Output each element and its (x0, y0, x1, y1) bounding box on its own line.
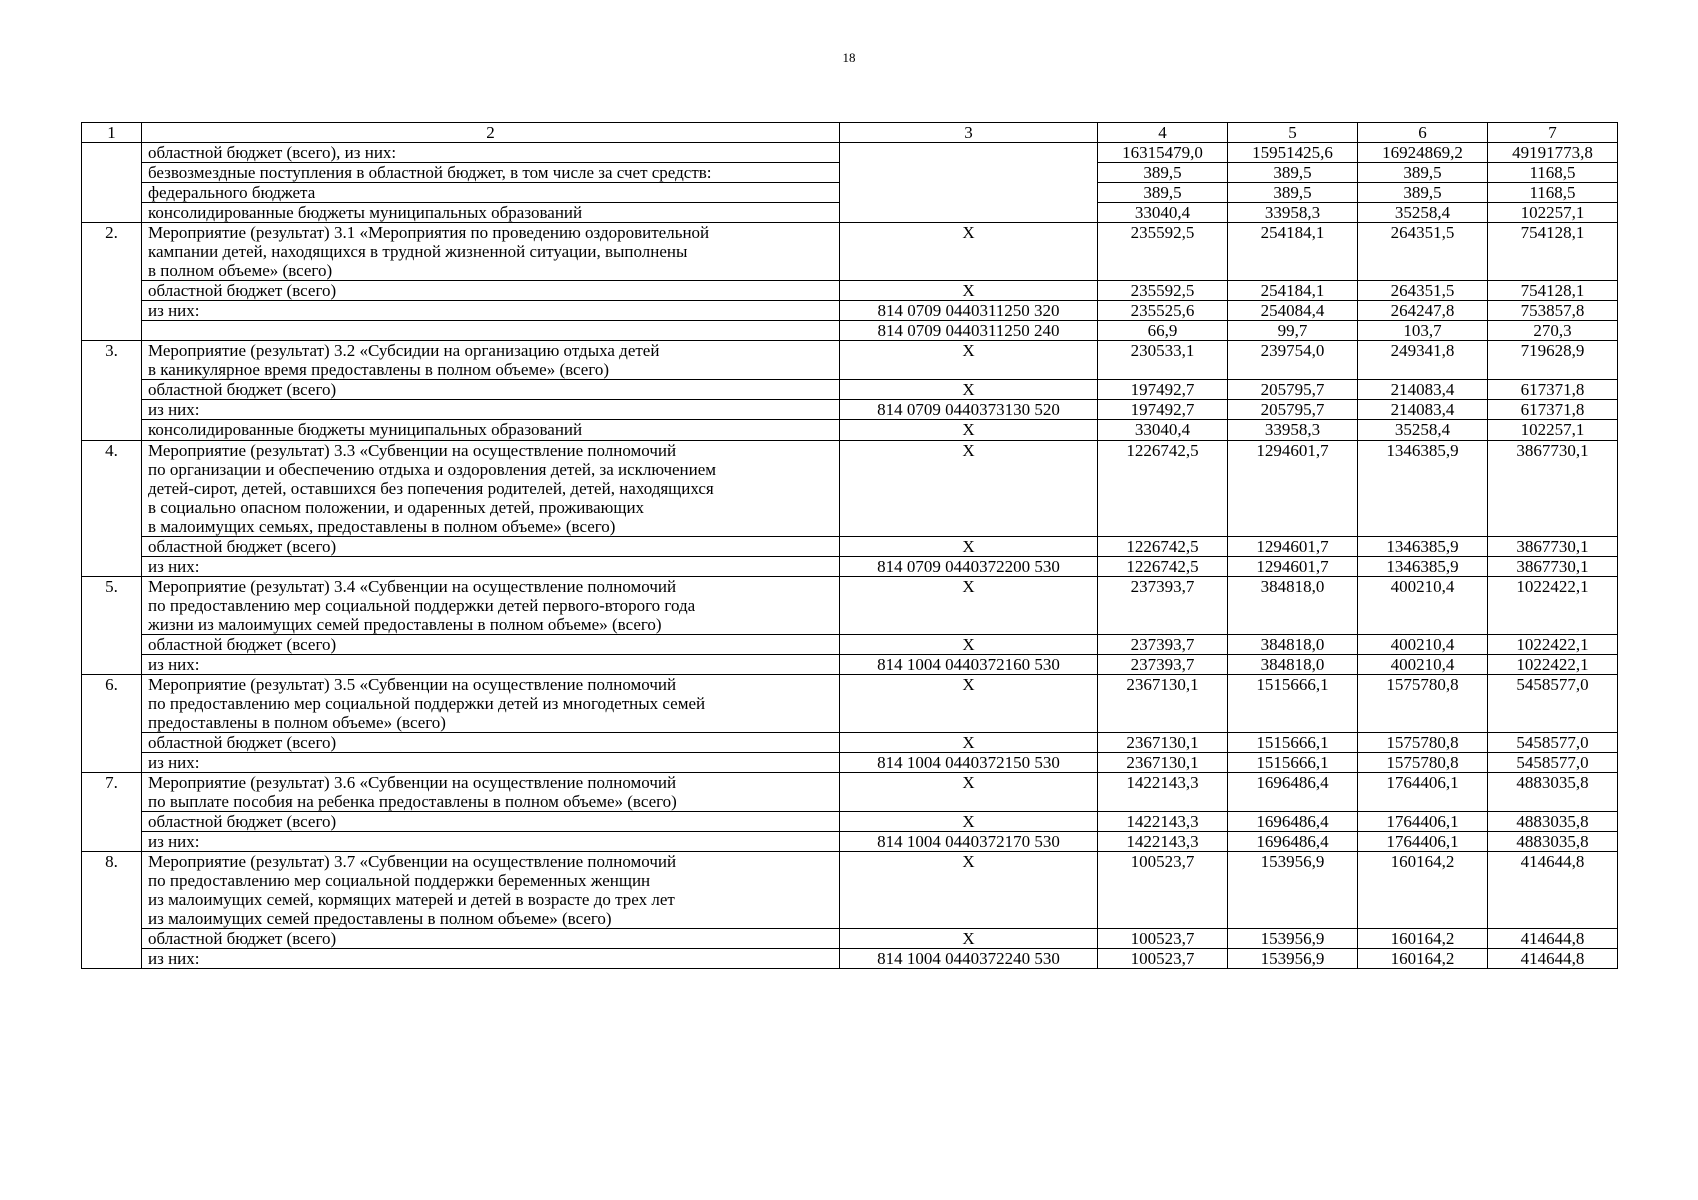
code-cell: 814 1004 0440372160 530 (840, 654, 1098, 674)
value-cell: 753857,8 (1488, 301, 1618, 321)
table-row (82, 281, 1618, 301)
value-cell: 264351,5 (1358, 223, 1488, 281)
row-label: консолидированные бюджеты муниципальных образований (142, 420, 840, 440)
value-cell: 719628,9 (1488, 341, 1618, 380)
table-row (82, 753, 1618, 773)
value-cell: 1294601,7 (1228, 440, 1358, 536)
value-cell: 1294601,7 (1228, 556, 1358, 576)
table-row (82, 301, 1618, 321)
row-number-cell: 2. (82, 223, 142, 341)
column-header: 7 (1488, 123, 1618, 143)
value-cell: 1226742,5 (1098, 556, 1228, 576)
value-cell: 389,5 (1098, 183, 1228, 203)
value-cell: 49191773,8 (1488, 143, 1618, 163)
budget-table (81, 122, 1618, 969)
value-cell: 1515666,1 (1228, 674, 1358, 732)
value-cell: 400210,4 (1358, 654, 1488, 674)
value-cell: 3867730,1 (1488, 556, 1618, 576)
measure-title: Мероприятие (результат) 3.6 «Субвенции на осуществление полномочий по выплате пособия на ребенка предоставлены в полном объеме» (всего) (142, 773, 840, 812)
measure-title: Мероприятие (результат) 3.2 «Субсидии на организацию отдыха детей в каникулярное время предоставлены в полном объеме» (всего) (142, 341, 840, 380)
value-cell: 5458577,0 (1488, 674, 1618, 732)
value-cell: 414644,8 (1488, 929, 1618, 949)
row-number-cell: 5. (82, 576, 142, 674)
value-cell: 153956,9 (1228, 852, 1358, 929)
table-row (82, 832, 1618, 852)
table-row (82, 949, 1618, 969)
row-label: из них: (142, 832, 840, 852)
column-header: 3 (840, 123, 1098, 143)
value-cell: 1764406,1 (1358, 773, 1488, 812)
code-cell: X (840, 634, 1098, 654)
value-cell: 1422143,3 (1098, 773, 1228, 812)
value-cell: 2367130,1 (1098, 753, 1228, 773)
value-cell: 33040,4 (1098, 203, 1228, 223)
value-cell: 153956,9 (1228, 929, 1358, 949)
value-cell: 33040,4 (1098, 420, 1228, 440)
column-header: 1 (82, 123, 142, 143)
value-cell: 5458577,0 (1488, 753, 1618, 773)
row-label: из них: (142, 301, 840, 321)
measure-title: Мероприятие (результат) 3.7 «Субвенции на осуществление полномочий по предоставлению мер социальной поддержки беременных женщин из малоимущих семей, кормящих матерей и детей в возрасте до трех лет из малоимущих семей предоставлены в полном объеме» (всего) (142, 852, 840, 929)
code-cell: 814 1004 0440372240 530 (840, 949, 1098, 969)
value-cell: 1575780,8 (1358, 753, 1488, 773)
value-cell: 389,5 (1228, 163, 1358, 183)
value-cell: 214083,4 (1358, 400, 1488, 420)
header-row (82, 123, 1618, 143)
code-cell: X (840, 812, 1098, 832)
table-row (82, 321, 1618, 341)
table-row (82, 929, 1618, 949)
value-cell: 1764406,1 (1358, 812, 1488, 832)
value-cell: 102257,1 (1488, 420, 1618, 440)
value-cell: 254084,4 (1228, 301, 1358, 321)
value-cell: 400210,4 (1358, 576, 1488, 634)
value-cell: 15951425,6 (1228, 143, 1358, 163)
row-label: федерального бюджета (142, 183, 840, 203)
value-cell: 1022422,1 (1488, 576, 1618, 634)
value-cell: 235525,6 (1098, 301, 1228, 321)
value-cell: 617371,8 (1488, 400, 1618, 420)
row-label: из них: (142, 556, 840, 576)
measure-title: Мероприятие (результат) 3.5 «Субвенции на осуществление полномочий по предоставлению мер социальной поддержки детей из многодетных семей предоставлены в полном объеме» (всего) (142, 674, 840, 732)
code-cell: X (840, 852, 1098, 929)
value-cell: 270,3 (1488, 321, 1618, 341)
value-cell: 197492,7 (1098, 380, 1228, 400)
table-row (82, 556, 1618, 576)
value-cell: 230533,1 (1098, 341, 1228, 380)
value-cell: 254184,1 (1228, 281, 1358, 301)
measure-row (82, 773, 1618, 812)
value-cell: 100523,7 (1098, 949, 1228, 969)
value-cell: 5458577,0 (1488, 732, 1618, 752)
value-cell: 1226742,5 (1098, 536, 1228, 556)
measure-row (82, 223, 1618, 281)
row-label: областной бюджет (всего), из них: (142, 143, 840, 163)
value-cell: 2367130,1 (1098, 674, 1228, 732)
code-cell: 814 1004 0440372150 530 (840, 753, 1098, 773)
value-cell: 160164,2 (1358, 949, 1488, 969)
code-cell: X (840, 732, 1098, 752)
value-cell: 1022422,1 (1488, 654, 1618, 674)
measure-row (82, 576, 1618, 634)
value-cell: 1764406,1 (1358, 832, 1488, 852)
column-header: 4 (1098, 123, 1228, 143)
code-cell: 814 1004 0440372170 530 (840, 832, 1098, 852)
row-number-cell: 3. (82, 341, 142, 440)
table-row (82, 634, 1618, 654)
code-cell: X (840, 440, 1098, 536)
value-cell: 1422143,3 (1098, 812, 1228, 832)
row-label: из них: (142, 753, 840, 773)
value-cell: 153956,9 (1228, 949, 1358, 969)
table-row (82, 536, 1618, 556)
code-cell: 814 0709 0440311250 320 (840, 301, 1098, 321)
value-cell: 254184,1 (1228, 223, 1358, 281)
value-cell: 384818,0 (1228, 654, 1358, 674)
value-cell: 1422143,3 (1098, 832, 1228, 852)
value-cell: 384818,0 (1228, 634, 1358, 654)
value-cell: 1696486,4 (1228, 773, 1358, 812)
value-cell: 1346385,9 (1358, 440, 1488, 536)
value-cell: 4883035,8 (1488, 773, 1618, 812)
value-cell: 3867730,1 (1488, 440, 1618, 536)
page-number: 18 (842, 50, 856, 65)
row-label: из них: (142, 654, 840, 674)
row-number-cell: 6. (82, 674, 142, 772)
value-cell: 235592,5 (1098, 281, 1228, 301)
column-header: 5 (1228, 123, 1358, 143)
value-cell: 754128,1 (1488, 281, 1618, 301)
value-cell: 100523,7 (1098, 852, 1228, 929)
value-cell: 1168,5 (1488, 183, 1618, 203)
column-header: 2 (142, 123, 840, 143)
value-cell: 1294601,7 (1228, 536, 1358, 556)
value-cell: 1226742,5 (1098, 440, 1228, 536)
value-cell: 103,7 (1358, 321, 1488, 341)
measure-title: Мероприятие (результат) 3.3 «Субвенции на осуществление полномочий по организации и обеспечению отдыха и оздоровления детей, за исключением детей-сирот, детей, оставшихся без попечения родителей, детей, находящихся в социально опасном положении, и одаренных детей, проживающих в малоимущих семьях, предоставлены в полном объеме» (всего) (142, 440, 840, 536)
value-cell: 389,5 (1228, 183, 1358, 203)
code-cell: X (840, 773, 1098, 812)
row-number-cell: 4. (82, 440, 142, 576)
value-cell: 33958,3 (1228, 203, 1358, 223)
value-cell: 2367130,1 (1098, 732, 1228, 752)
row-label: консолидированные бюджеты муниципальных образований (142, 203, 840, 223)
row-label (142, 321, 840, 341)
table-row (82, 400, 1618, 420)
code-cell: X (840, 380, 1098, 400)
value-cell: 237393,7 (1098, 634, 1228, 654)
table-row (82, 732, 1618, 752)
value-cell: 400210,4 (1358, 634, 1488, 654)
value-cell: 100523,7 (1098, 929, 1228, 949)
value-cell: 197492,7 (1098, 400, 1228, 420)
value-cell: 4883035,8 (1488, 832, 1618, 852)
value-cell: 235592,5 (1098, 223, 1228, 281)
value-cell: 4883035,8 (1488, 812, 1618, 832)
row-label: областной бюджет (всего) (142, 380, 840, 400)
row-label: из них: (142, 949, 840, 969)
table-row (82, 420, 1618, 440)
value-cell: 249341,8 (1358, 341, 1488, 380)
value-cell: 99,7 (1228, 321, 1358, 341)
code-cell: X (840, 341, 1098, 380)
value-cell: 384818,0 (1228, 576, 1358, 634)
row-label: областной бюджет (всего) (142, 281, 840, 301)
value-cell: 214083,4 (1358, 380, 1488, 400)
value-cell: 205795,7 (1228, 380, 1358, 400)
value-cell: 160164,2 (1358, 852, 1488, 929)
code-cell: X (840, 536, 1098, 556)
table-row (82, 143, 1618, 163)
value-cell: 66,9 (1098, 321, 1228, 341)
row-label: областной бюджет (всего) (142, 812, 840, 832)
value-cell: 754128,1 (1488, 223, 1618, 281)
row-number-cell: 8. (82, 852, 142, 969)
code-cell (840, 143, 1098, 223)
value-cell: 1346385,9 (1358, 556, 1488, 576)
column-header: 6 (1358, 123, 1488, 143)
value-cell: 3867730,1 (1488, 536, 1618, 556)
row-label: областной бюджет (всего) (142, 929, 840, 949)
code-cell: X (840, 576, 1098, 634)
measure-row (82, 674, 1618, 732)
value-cell: 1575780,8 (1358, 732, 1488, 752)
measure-row (82, 852, 1618, 929)
value-cell: 389,5 (1098, 163, 1228, 183)
value-cell: 102257,1 (1488, 203, 1618, 223)
value-cell: 16924869,2 (1358, 143, 1488, 163)
measure-title: Мероприятие (результат) 3.1 «Мероприятия по проведению оздоровительной кампании детей, находящихся в трудной жизненной ситуации, выполнены в полном объеме» (всего) (142, 223, 840, 281)
value-cell: 1168,5 (1488, 163, 1618, 183)
value-cell: 1515666,1 (1228, 732, 1358, 752)
measure-row (82, 440, 1618, 536)
value-cell: 264247,8 (1358, 301, 1488, 321)
value-cell: 35258,4 (1358, 420, 1488, 440)
table-body (82, 123, 1618, 969)
measure-title: Мероприятие (результат) 3.4 «Субвенции на осуществление полномочий по предоставлению мер социальной поддержки детей первого-второго года жизни из малоимущих семей предоставлены в полном объеме» (всего) (142, 576, 840, 634)
row-number-cell (82, 143, 142, 223)
value-cell: 389,5 (1358, 163, 1488, 183)
value-cell: 1515666,1 (1228, 753, 1358, 773)
table-row (82, 812, 1618, 832)
value-cell: 16315479,0 (1098, 143, 1228, 163)
value-cell: 1696486,4 (1228, 832, 1358, 852)
code-cell: X (840, 929, 1098, 949)
value-cell: 239754,0 (1228, 341, 1358, 380)
value-cell: 1575780,8 (1358, 674, 1488, 732)
value-cell: 1022422,1 (1488, 634, 1618, 654)
value-cell: 160164,2 (1358, 929, 1488, 949)
row-label: безвозмездные поступления в областной бюджет, в том числе за счет средств: (142, 163, 840, 183)
code-cell: X (840, 420, 1098, 440)
value-cell: 1346385,9 (1358, 536, 1488, 556)
value-cell: 33958,3 (1228, 420, 1358, 440)
value-cell: 414644,8 (1488, 852, 1618, 929)
code-cell: 814 0709 0440311250 240 (840, 321, 1098, 341)
value-cell: 414644,8 (1488, 949, 1618, 969)
row-label: областной бюджет (всего) (142, 732, 840, 752)
code-cell: X (840, 223, 1098, 281)
code-cell: X (840, 281, 1098, 301)
value-cell: 237393,7 (1098, 654, 1228, 674)
row-label: из них: (142, 400, 840, 420)
value-cell: 237393,7 (1098, 576, 1228, 634)
value-cell: 264351,5 (1358, 281, 1488, 301)
row-number-cell: 7. (82, 773, 142, 852)
value-cell: 35258,4 (1358, 203, 1488, 223)
value-cell: 389,5 (1358, 183, 1488, 203)
value-cell: 1696486,4 (1228, 812, 1358, 832)
measure-row (82, 341, 1618, 380)
code-cell: X (840, 674, 1098, 732)
row-label: областной бюджет (всего) (142, 536, 840, 556)
table-row (82, 380, 1618, 400)
row-label: областной бюджет (всего) (142, 634, 840, 654)
table-row (82, 654, 1618, 674)
code-cell: 814 0709 0440372200 530 (840, 556, 1098, 576)
code-cell: 814 0709 0440373130 520 (840, 400, 1098, 420)
value-cell: 617371,8 (1488, 380, 1618, 400)
value-cell: 205795,7 (1228, 400, 1358, 420)
